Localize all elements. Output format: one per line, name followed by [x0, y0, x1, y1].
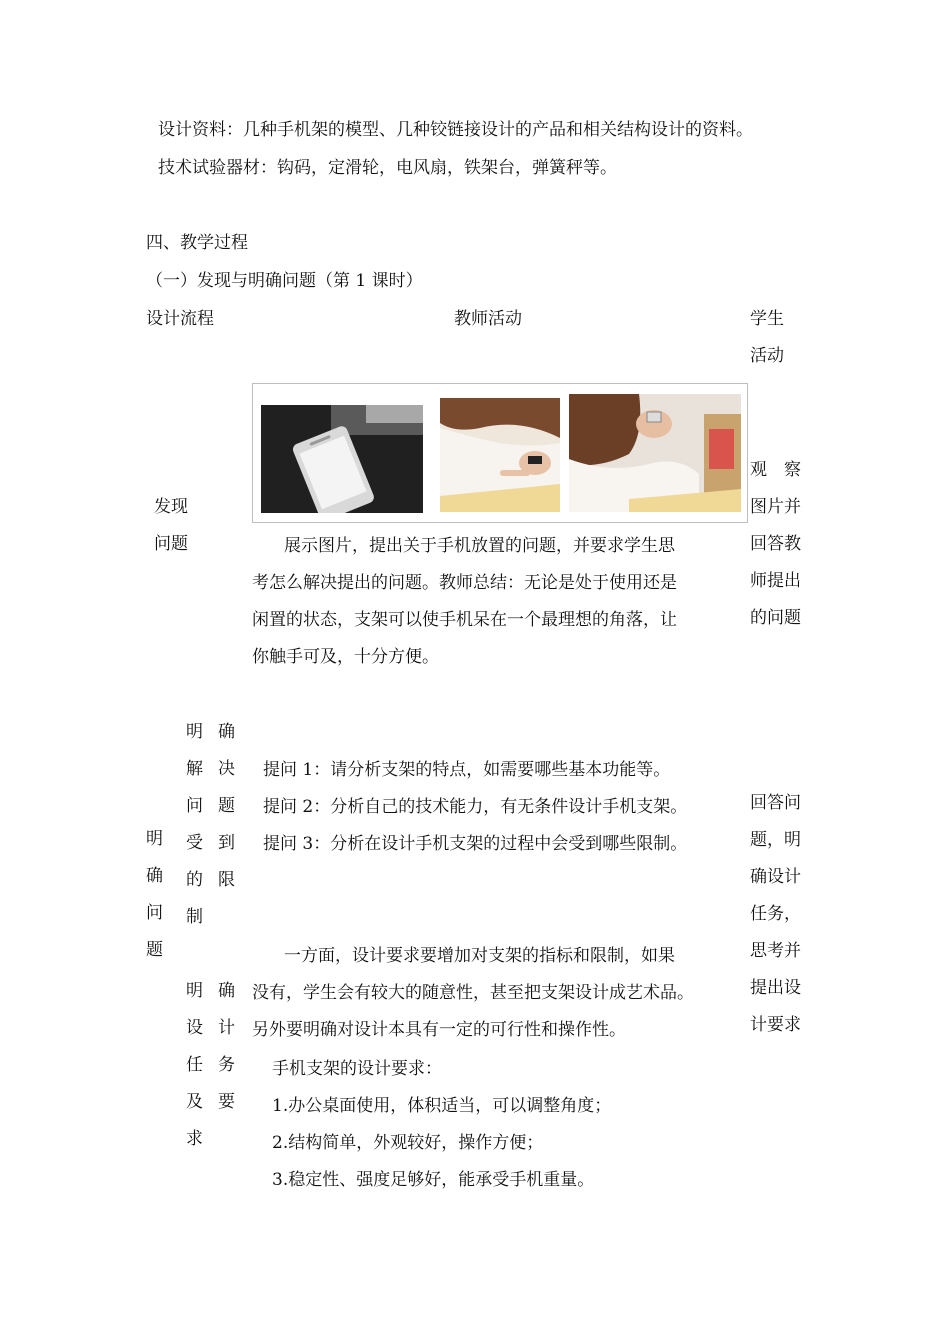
substage-char: 确 — [218, 722, 235, 742]
subsection-title: （一）发现与明确问题（第 1 课时） — [146, 271, 423, 291]
header-student-activity-1: 学生 — [750, 309, 784, 329]
photo-strip — [252, 383, 748, 523]
student-activity-line: 确设计 — [750, 867, 801, 887]
student-using-phone-photo — [440, 398, 560, 512]
substage-char: 明 — [186, 722, 203, 742]
phone-on-desk-photo — [261, 405, 423, 513]
stage-clarify-char: 明 — [146, 829, 163, 849]
student-activity-line: 图片并 — [750, 497, 801, 517]
requirement-item: 1.办公桌面使用，体积适当，可以调整角度； — [272, 1096, 612, 1116]
stage-clarify-char: 题 — [146, 940, 163, 960]
substage-char: 到 — [218, 833, 235, 853]
substage-char: 解 — [186, 759, 203, 779]
requirement-item: 3.稳定性、强度足够好，能承受手机重量。 — [272, 1170, 595, 1190]
teacher-text-line: 闲置的状态，支架可以使手机呆在一个最理想的角落，让 — [252, 610, 677, 630]
student-activity-line: 回答教 — [750, 534, 801, 554]
stage-discover-line: 问题 — [154, 534, 188, 554]
student-activity-line: 题，明 — [750, 830, 801, 850]
student-activity-1 — [750, 452, 801, 637]
student-activity-line: 任务， — [750, 904, 801, 924]
design-requirement-paragraph-line: 一方面，设计要求要增加对支架的指标和限制，如果 — [284, 946, 675, 966]
stage-discover-line: 发现 — [154, 497, 188, 517]
substage-task-left — [186, 973, 203, 1158]
substage-char: 题 — [218, 796, 235, 816]
section-title: 四、教学过程 — [146, 233, 248, 253]
requirements-title: 手机支架的设计要求： — [272, 1059, 442, 1079]
substage-char: 问 — [186, 796, 203, 816]
substage-char: 务 — [218, 1055, 235, 1075]
substage-char: 受 — [186, 833, 203, 853]
student-activity-line: 师提出 — [750, 571, 801, 591]
substage-char: 的 — [186, 870, 203, 890]
stage-clarify-problem — [146, 821, 163, 969]
materials-line-2: 技术试验器材：钩码，定滑轮，电风扇，铁架台，弹簧秤等。 — [158, 158, 617, 178]
design-requirement-paragraph-line: 没有，学生会有较大的随意性，甚至把支架设计成艺术品。 — [252, 983, 694, 1003]
header-design-process: 设计流程 — [146, 309, 214, 329]
student-activity-line: 思考并 — [750, 941, 801, 961]
substage-char: 及 — [186, 1092, 203, 1112]
design-requirement-paragraph-line: 另外要明确对设计本具有一定的可行性和操作性。 — [252, 1020, 626, 1040]
substage-char: 求 — [186, 1129, 203, 1149]
header-student-activity-2: 活动 — [750, 346, 784, 366]
student-looking-at-phone-photo — [569, 394, 741, 512]
student-activity-line: 回答问 — [750, 793, 801, 813]
substage-char: 计 — [218, 1018, 235, 1038]
student-activity-line: 提出设 — [750, 978, 801, 998]
teacher-text-line: 考怎么解决提出的问题。教师总结：无论是处于使用还是 — [252, 573, 677, 593]
substage-char: 制 — [186, 907, 203, 927]
substage-char: 任 — [186, 1055, 203, 1075]
student-activity-line: 观 察 — [750, 460, 801, 480]
substage-task-right — [218, 973, 235, 1121]
question-3: 提问 3：分析在设计手机支架的过程中会受到哪些限制。 — [263, 834, 688, 854]
student-activity-line: 计要求 — [750, 1015, 801, 1035]
stage-discover-problem — [154, 489, 188, 563]
question-1: 提问 1：请分析支架的特点，如需要哪些基本功能等。 — [263, 760, 671, 780]
substage-char: 确 — [218, 981, 235, 1001]
teacher-text-line: 展示图片，提出关于手机放置的问题，并要求学生思 — [284, 536, 675, 556]
question-2: 提问 2：分析自己的技术能力，有无条件设计手机支架。 — [263, 797, 688, 817]
requirement-item: 2.结构简单，外观较好，操作方便； — [272, 1133, 544, 1153]
substage-char: 明 — [186, 981, 203, 1001]
substage-char: 设 — [186, 1018, 203, 1038]
substage-char: 决 — [218, 759, 235, 779]
stage-clarify-char: 问 — [146, 903, 163, 923]
teacher-text-line: 你触手可及，十分方便。 — [252, 647, 439, 667]
substage-char: 要 — [218, 1092, 235, 1112]
substage-char: 限 — [218, 870, 235, 890]
substage-constraints-right — [218, 714, 235, 899]
substage-constraints-left — [186, 714, 203, 936]
materials-line-1: 设计资料：几种手机架的模型、几种铰链接设计的产品和相关结构设计的资料。 — [158, 120, 753, 140]
student-activity-line: 的问题 — [750, 608, 801, 628]
header-teacher-activity: 教师活动 — [454, 309, 522, 329]
student-activity-2 — [750, 785, 801, 1044]
stage-clarify-char: 确 — [146, 866, 163, 886]
